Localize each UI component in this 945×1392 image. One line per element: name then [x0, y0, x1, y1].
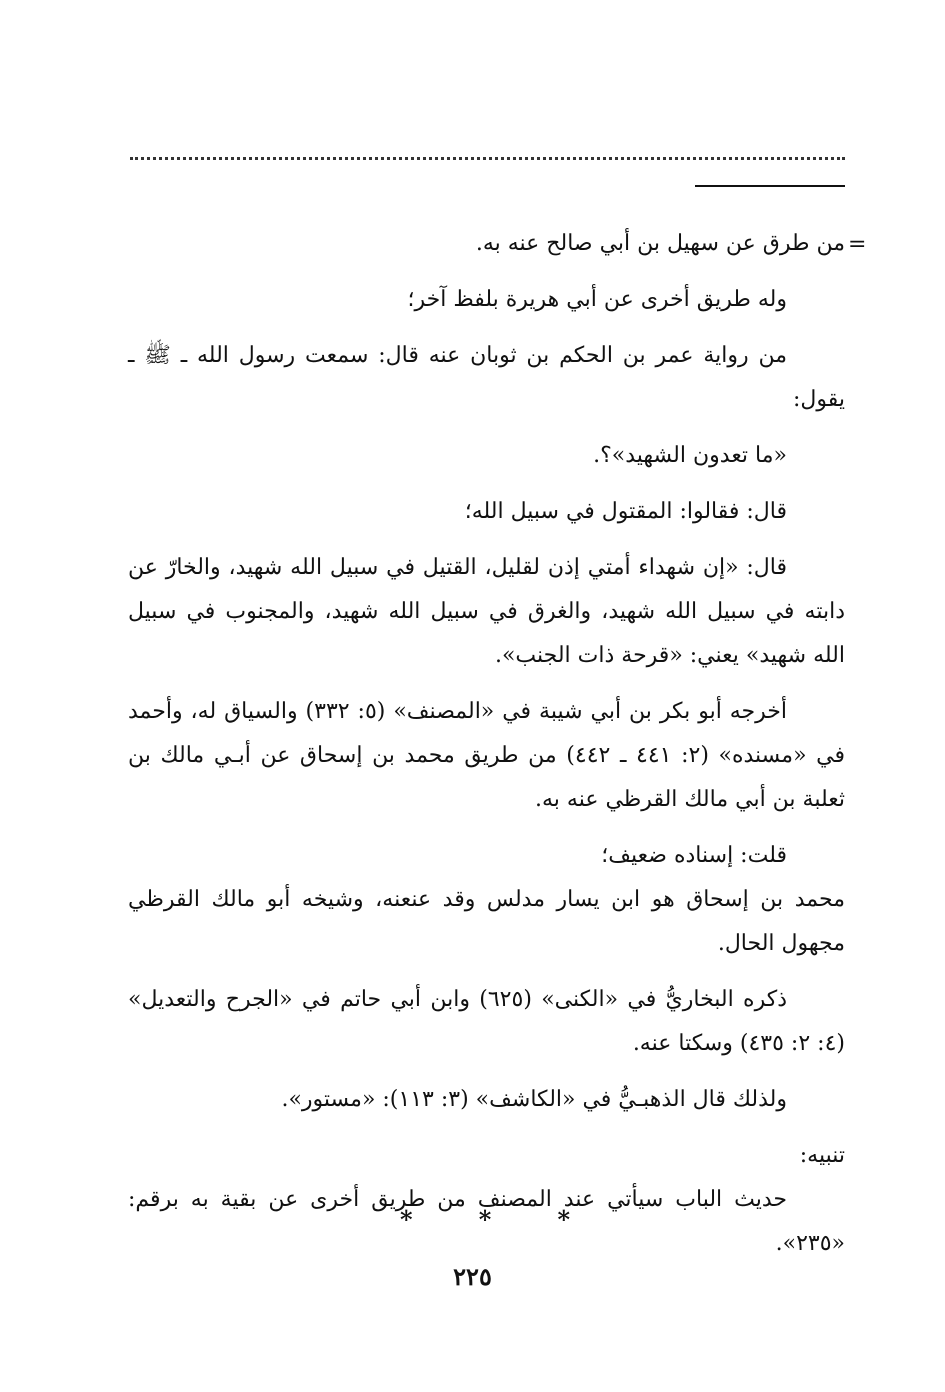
paragraph-another-route: وله طريق أخرى عن أبي هريرة بلفظ آخر؛: [407, 287, 787, 312]
paragraph-note-heading: تنبيه:: [799, 1143, 845, 1168]
footnote-separator-rule: [695, 185, 845, 187]
paragraph-verdict: قلت: إسناده ضعيف؛: [601, 843, 787, 868]
paragraph-takhrij: أخرجه أبو بكر بن أبي شيبة في «المصنف» (٥: ٣٣٢) والسياق له، وأحمد في «مسنده» (٢: ٤٤١ ـ ٤٤٢) من طريق محمد بن إسحاق عن أبـي مالك بن ثعلبة بن أبي مالك القرظي عنه به.: [128, 699, 846, 812]
star-3: *: [557, 1205, 570, 1234]
page-number: ٢٢٥: [453, 1262, 492, 1291]
header-dotted-rule: [130, 157, 845, 160]
paragraph-note-text: حديث الباب سيأتي عند المصنف من طريق أخرى عن بقية به برقم: «٢٣٥».: [128, 1187, 845, 1256]
star-2: *: [478, 1205, 492, 1234]
paragraph-hadith-text: قال: «إن شهداء أمتي إذن لقليل، القتيل في سبيل الله شهيد، والخارّ عن دابته في سبيل الله شهيد، والغرق في سبيل الله شهيد، والمجنوب في سبيل الله شهيد» يعني: «قرحة ذات الجنب».: [128, 555, 845, 668]
paragraph-narration: من رواية عمر بن الحكم بن ثوبان عنه قال: سمعت رسول الله ـ ﷺ ـ يقول:: [128, 343, 845, 412]
paragraph-bukhari-mention: ذكره البخاريُّ في «الكنى» (٦٢٥) وابن أبي حاتم في «الجرح والتعديل» (٤: ٢: ٤٣٥) وسكتا عنه.: [128, 987, 845, 1056]
paragraph-dhahabi: ولذلك قال الذهبـيُّ في «الكاشف» (٣: ١١٣): «مستور».: [281, 1087, 787, 1112]
paragraph-source-continuation: من طرق عن سهيل بن أبي صالح عنه به.: [475, 231, 845, 256]
page-body: [128, 222, 845, 1278]
continuation-mark: =: [848, 232, 867, 257]
section-separator-stars: [400, 1205, 570, 1234]
paragraph-answer: قال: فقالوا: المقتول في سبيل الله؛: [464, 499, 787, 524]
star-1: *: [400, 1205, 413, 1234]
paragraph-narrator-critique: محمد بن إسحاق هو ابن يسار مدلس وقد عنعنه، وشيخه أبو مالك القرظي مجهول الحال.: [128, 887, 845, 956]
paragraph-question: «ما تعدون الشهيد»؟.: [593, 443, 787, 468]
